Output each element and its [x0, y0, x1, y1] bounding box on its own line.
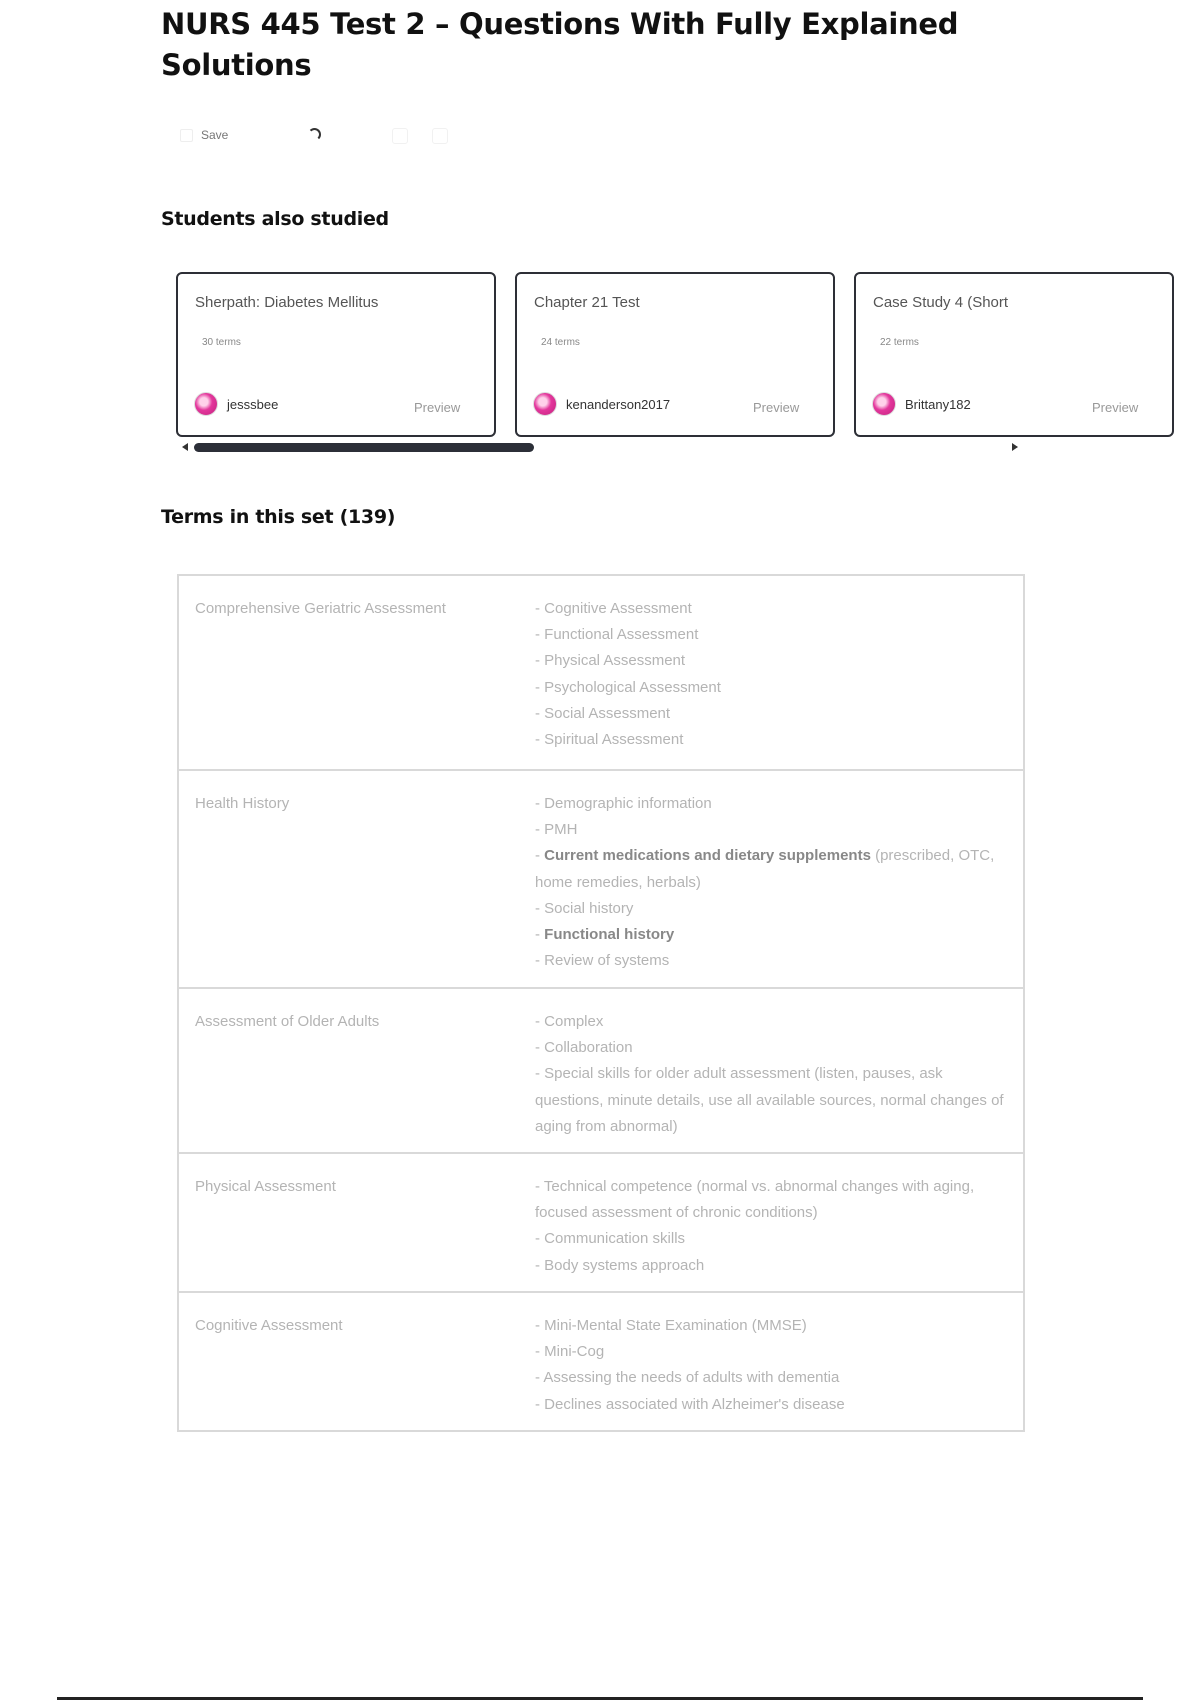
card-term-count: 22 terms [880, 337, 919, 348]
definition-line: - Social Assessment [535, 704, 671, 722]
definition-line: - Cognitive Assessment [535, 600, 692, 617]
term-definition [535, 576, 1023, 769]
definition-bullet: - [535, 926, 545, 944]
definition-bullet: - [535, 847, 545, 865]
term-text: Cognitive Assessment [195, 1317, 343, 1334]
scrollbar-thumb[interactable] [194, 443, 534, 452]
save-button[interactable] [180, 128, 228, 142]
definition-line: - PMH [535, 821, 578, 839]
user-avatar-icon [872, 392, 896, 416]
definition-line: - Demographic information [535, 795, 712, 812]
table-row [179, 1152, 1023, 1291]
card-author[interactable] [194, 392, 278, 416]
card-username: kenanderson2017 [566, 396, 671, 412]
definition-emphasis: Functional history [544, 926, 675, 944]
definition-line [535, 843, 1007, 895]
table-row [179, 1291, 1023, 1430]
preview-button[interactable]: Preview [414, 400, 461, 415]
carousel-scrollbar[interactable] [176, 442, 1024, 454]
card-title: Chapter 21 Test [534, 294, 640, 311]
study-set-card[interactable] [854, 272, 1174, 437]
card-author[interactable] [872, 392, 971, 416]
spinner-icon [308, 128, 321, 141]
definition-line: - Functional Assessment [535, 626, 699, 644]
more-icon[interactable] [432, 128, 448, 144]
terms-in-set-heading: Terms in this set (139) [161, 506, 396, 528]
study-set-carousel [176, 270, 1139, 460]
term-definition [535, 1293, 1023, 1430]
table-row [179, 576, 1023, 769]
bookmark-icon [180, 129, 193, 142]
table-row [179, 987, 1023, 1152]
arrow-right-icon[interactable] [1012, 443, 1018, 451]
term-text: Assessment of Older Adults [195, 1013, 380, 1030]
definition-line: - Technical competence (normal vs. abnormal changes with aging, focused assessment of chronic conditions) [535, 1178, 975, 1222]
user-avatar-icon [533, 392, 557, 416]
definition-line: - Collaboration [535, 1039, 633, 1057]
arrow-left-icon[interactable] [182, 443, 188, 451]
page-title: NURS 445 Test 2 – Questions With Fully Explained Solutions [161, 7, 959, 82]
definition-line: - Declines associated with Alzheimer's disease [535, 1395, 845, 1413]
definition-line: - Physical Assessment [535, 652, 686, 670]
terms-table [177, 574, 1025, 1432]
share-icon[interactable] [392, 128, 408, 144]
term-text: Comprehensive Geriatric Assessment [195, 600, 446, 617]
card-username: Brittany182 [905, 396, 971, 412]
card-username: jesssbee [227, 396, 279, 412]
definition-line: - Mini-Mental State Examination (MMSE) [535, 1317, 807, 1334]
definition-line: - Review of systems [535, 952, 670, 970]
preview-button[interactable]: Preview [753, 400, 800, 415]
table-row [179, 769, 1023, 987]
card-term-count: 24 terms [541, 337, 580, 348]
card-title: Case Study 4 (Short [873, 294, 1009, 311]
preview-button[interactable]: Preview [1092, 400, 1139, 415]
students-also-studied-heading: Students also studied [161, 208, 389, 230]
term-text: Physical Assessment [195, 1178, 336, 1195]
term-definition [535, 1154, 1023, 1291]
definition-line: - Communication skills [535, 1230, 686, 1248]
study-set-card[interactable] [515, 272, 835, 437]
definition-emphasis: Current medications and dietary supplements [544, 847, 871, 865]
card-author[interactable] [533, 392, 670, 416]
save-label: Save [201, 128, 229, 142]
term-definition [535, 771, 1023, 987]
toolbar [180, 126, 500, 152]
definition-line: - Special skills for older adult assessment (listen, pauses, ask questions, minute details, use all available sources, normal changes of aging from abnormal) [535, 1065, 1004, 1135]
definition-line: - Mini-Cog [535, 1343, 605, 1361]
definition-text: (prescribed, OTC, home remedies, herbals) [535, 847, 995, 891]
definition-line [535, 922, 1007, 948]
definition-line: - Psychological Assessment [535, 678, 721, 696]
definition-line: - Assessing the needs of adults with dementia [535, 1369, 840, 1387]
definition-line: - Complex [535, 1013, 604, 1030]
term-text: Health History [195, 795, 290, 812]
card-title: Sherpath: Diabetes Mellitus [195, 294, 379, 311]
definition-line: - Body systems approach [535, 1256, 705, 1274]
card-term-count: 30 terms [202, 337, 241, 348]
study-set-card[interactable] [176, 272, 496, 437]
definition-line: - Social history [535, 899, 634, 917]
definition-line: - Spiritual Assessment [535, 731, 684, 749]
term-definition [535, 989, 1023, 1152]
user-avatar-icon [194, 392, 218, 416]
